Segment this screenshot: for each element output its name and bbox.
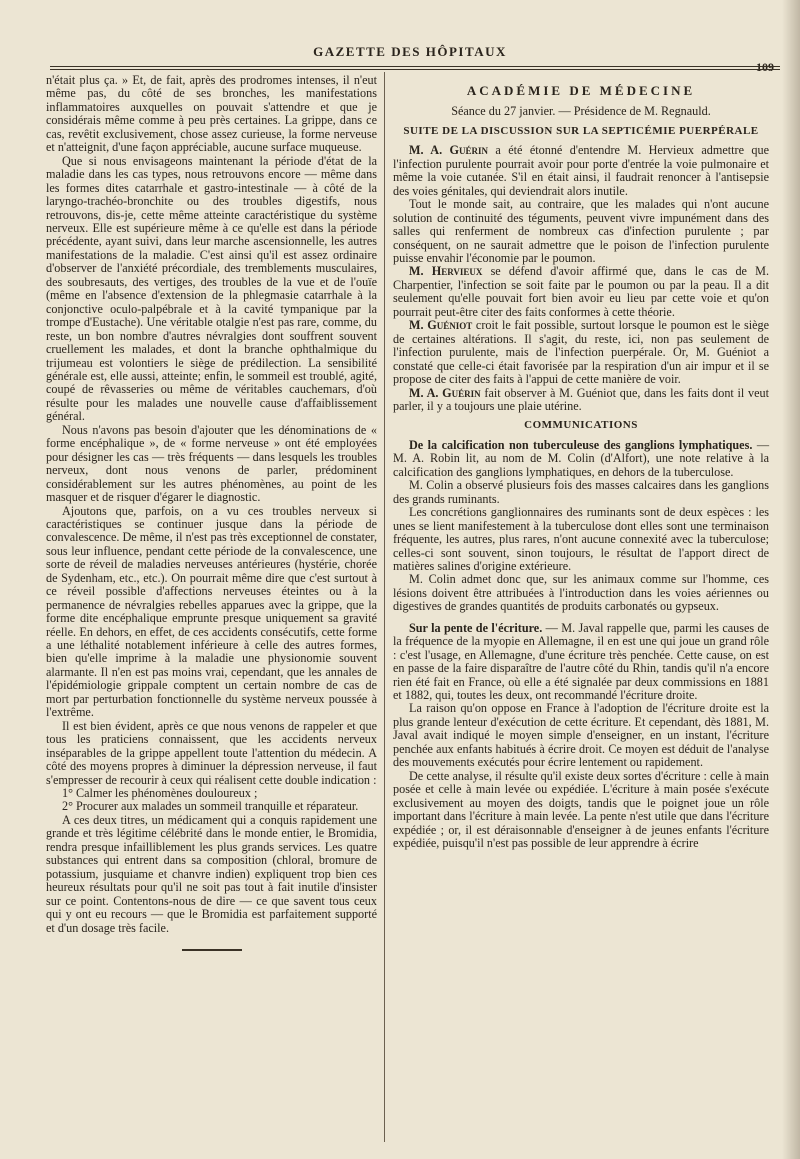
paragraph: n'était plus ça. » Et, de fait, après des prodromes intenses, il n'eut même pas, du côté de ses bronches, les manifestations inflammatoires auxquelles on pouvait s'attendre et que je considérais même comme à peu près certaines. La grippe, dans ce cas, revêtit exclusivement, chose assez curieuse, la forme nerveuse et n'atteignit, d'une façon appréciable, aucune surface muqueuse. — [46, 73, 377, 155]
paragraph: Que si nous envisageons maintenant la période d'état de la maladie dans les cas types, nous retrouvons encore — même dans les formes dites catarrhale et gastro-intestinale — à côté de la laryngo-trachéo-bronchite ou des troubles digestifs, nous retrouvons, dis-je, cette même atteinte caractéristique du système nerveux. Elle est supérieure même à ce qu'elle est dans la période précédente, ayant suivi, dans leur marche ascensionnelle, les autres manifestations de la maladie. C'est ainsi qu'il est assez ordinaire d'observer de l'anxiété précordiale, des tremblements musculaires, des soubresauts, des vertiges, des troubles de la vue et de l'ouïe (même en l'absence d'extension de la phlegmasie catarrhale à la conjonctive oculo-palpébrale et à la cavité tympanique par la trompe d'Eustache). Une véritable otalgie n'est pas rare, comme, du reste, un bon nombre d'autres névralgies dont souffrent souvent cruellement les malades, et dont la branche ophthalmique du trijumeau est volontiers le siège de prédilection. La sensibilité générale est, elle aussi, atteinte; enfin, le sommeil est troublé, agité, coupé de rêvasseries ou même de véritables cauchemars, d'où résulte pour les malades une nouvelle cause d'affaiblissement général. — [46, 153, 377, 424]
paragraph: Ajoutons que, parfois, on a vu ces troubles nerveux si caractéristiques se continuer jusque dans la période de convalescence. De même, il n'est pas très exceptionnel de constater, sous leur influence, pendant cette période de la convalescence, une sorte de réveil de maladies nerveuses antérieures (hystérie, chorée de Sydenham, etc., etc.). On pourrait même dire que c'est surtout à ce réveil possible d'affections nerveuses éteintes ou à la permanence de névralgies rebelles apparues avec la grippe, que la forme dite encéphalique emprunte presque uniquement sa gravité réelle. En dehors, en effet, de ces accidents consécutifs, cette forme a une léthalité notablement inférieure à celle des autres formes, bien qu'elle imprime à la maladie une physionomie souvent alarmante. Il n'en est pas moins vrai, cependant, que les annales de l'épidémiologie grippale comptent un certain nombre de cas de mort par perturbation fonctionnelle du système nerveux poussée à l'extrême. — [46, 503, 377, 720]
discussion-paragraph: M. A. Guérin a été étonné d'entendre M. Hervieux admettre que l'infection purulente pourrait avoir pour porte d'entrée la voie pulmonaire et même la voie cutanée. S'il en était ainsi, il faudrait renoncer à l'antisepsie des voies génitales, qui deviendrait alors inutile. — [393, 143, 770, 198]
speaker: M. A. Guérin — [409, 143, 489, 158]
discussion-paragraph: M. A. Guérin fait observer à M. Guéniot que, dans les faits dont il veut parler, il y a toujours une plaie utérine. — [393, 385, 770, 413]
communication-paragraph: De cette analyse, il résulte qu'il existe deux sortes d'écriture : celle à main posée et celle à main levée ou expédiée. L'écriture à main posée s'exécute exclusivement au moyen des doigts, tandis que le poignet joue un rôle important dans l'écriture à main levée. La pente n'est utile que dans l'écriture expédiée ; or, il est déraisonnable d'enseigner à de jeunes enfants l'écriture expédiée, puisqu'il n'est pas possible de leur apprendre à écrire — [393, 768, 769, 851]
speaker: M. Hervieux — [409, 264, 483, 279]
page-number: 109 — [756, 60, 774, 74]
discussion-heading: SUITE DE LA DISCUSSION SUR LA SEPTICÉMIE PUERPÉRALE — [403, 124, 759, 137]
paragraph: Nous n'avons pas besoin d'ajouter que les dénominations de « forme encéphalique », de « forme nerveuse » ont été employées pour désigner les cas — très fréquents — dans lesquels les troubles nerveux, dont nous venons de parler, prédominent considérablement sur les autres phénomènes, au point de les masquer et de risquer d'égarer le diagnostic. — [46, 422, 377, 505]
communication-title: Sur la pente de l'écriture. — [409, 620, 543, 635]
header-rule — [50, 66, 780, 67]
paragraph: Il est bien évident, après ce que nous venons de rappeler et que tous les praticiens connaissent, que les accidents nerveux inséparables de la grippe appellent toute l'attention du médecin. A côté des moyens propres à diminuer la dépression nerveuse, il faut s'empresser de recourir à ceux qui réalisent cette double indication : — [46, 718, 377, 787]
right-column — [393, 74, 769, 850]
communication-paragraph: Sur la pente de l'écriture. — M. Javal rappelle que, parmi les causes de la fréquence de la myopie en Allemagne, il en est une qui joue un grand rôle : c'est l'usage, en Allemagne, d'une écriture très penchée. Cette cause, on est en passe de la faire disparaître de l'autre côté du Rhin, tandis qu'il n'a encore rien été fait en France, où elle a été signalée par deux commissions en 1881 et 1882, qui, toutes les deux, ont recommandé l'écriture droite. — [393, 620, 770, 703]
page-edge-shadow — [782, 0, 800, 1159]
journal-title: GAZETTE DES HÔPITAUX — [313, 44, 507, 59]
communications-heading: COMMUNICATIONS — [524, 419, 638, 432]
speaker: M. Guéniot — [409, 318, 473, 333]
list-item: 1° Calmer les phénomènes douloureux ; — [62, 786, 258, 801]
communication-paragraph: La raison qu'on oppose en France à l'adoption de l'écriture droite est la plus grande lenteur d'exécution de cette écriture. Et cependant, dès 1881, M. Javal avait indiqué le moyen simple d'enseigner, en un instant, l'écriture penchée aux enfants habitués à écrire droit. Ce moyen est déduit de l'analyse des mouvements exécutés pour écrire lentement ou rapidement. — [393, 701, 769, 770]
page-header — [40, 44, 780, 74]
communication-paragraph: M. Colin admet donc que, sur les animaux comme sur l'homme, ces lésions doivent être attribuées à l'introduction dans les voies aériennes ou digestives de grandes quantités de produits carbonatés ou gypseux. — [393, 572, 769, 614]
communication-title: De la calcification non tuberculeuse des ganglions lymphatiques. — [409, 437, 753, 452]
list-item: 2° Procurer aux malades un sommeil tranquille et réparateur. — [62, 799, 359, 814]
communication-paragraph: M. Colin a observé plusieurs fois des masses calcaires dans les ganglions des grands ruminants. — [393, 478, 769, 506]
discussion-paragraph: M. Guéniot croit le fait possible, surtout lorsque le poumon est le siège de certaines altérations. Il s'agit, du reste, ici, non pas seulement de l'infection purulente, mais de l'infection puerpérale. Or, M. Guéniot a constaté que celle-ci était favorisée par la respiration d'un air impur et il se propose de citer des faits à l'appui de cette manière de voir. — [393, 318, 770, 387]
communication-paragraph: Les concrétions ganglionnaires des ruminants sont de deux espèces : les unes se lient manifestement à la tuberculose dont elles sont une terminaison fréquente, les autres, plus rares, n'ont aucune connexité avec la tuberculose; celles-ci sont souvent, sinon toujours, le résultat de l'apport direct de matières salines d'origine extérieure. — [393, 505, 769, 573]
section-end-rule — [182, 949, 242, 951]
column-divider — [384, 72, 385, 1142]
academy-title: ACADÉMIE DE MÉDECINE — [466, 83, 696, 98]
communication-paragraph: De la calcification non tuberculeuse des ganglions lymphatiques. — M. A. Robin lit, au nom de M. Colin (d'Alfort), une note relative à la calcification des ganglions lymphatiques, en dehors de la tuberculose. — [393, 437, 770, 479]
header-rule-double — [50, 69, 780, 70]
left-column — [46, 74, 377, 951]
discussion-paragraph: Tout le monde sait, au contraire, que les malades qui n'ont aucune solution de continuité des téguments, peuvent vivre impunément dans des salles qui renferment de nombreux cas d'infection purulente ; par conséquent, on ne saurait admettre que le poison de l'infection purulente puisse envahir l'économie par le poumon. — [393, 197, 769, 265]
seance-line: Séance du 27 janvier. — Présidence de M. Regnauld. — [451, 104, 711, 119]
paragraph: A ces deux titres, un médicament qui a conquis rapidement une grande et très légitime célébrité dans le monde entier, le Bromidia, rendra presque infailliblement les plus grands services. Les quatre substances qui entrent dans sa composition (chloral, bromure de potassium, jusquiame et chanvre indien) expliquent trop bien ces heureux résultats pour qu'il ne soit pas tout à fait inutile d'insister sur ce point. Contentons-nous de dire — ce que savent tous ceux qui y ont eu recours — que le Bromidia est parfaitement supporté et d'un dosage très facile. — [46, 812, 377, 935]
discussion-paragraph: M. Hervieux se défend d'avoir affirmé que, dans le cas de M. Charpentier, l'infection se soit faite par le poumon ou par la peau. Il a dit seulement qu'elle pouvait fort bien avoir eu lieu par cette voie et qu'on pourrait peut-être citer des faits conformes à cette théorie. — [393, 264, 770, 319]
speaker: M. A. Guérin — [409, 385, 481, 400]
